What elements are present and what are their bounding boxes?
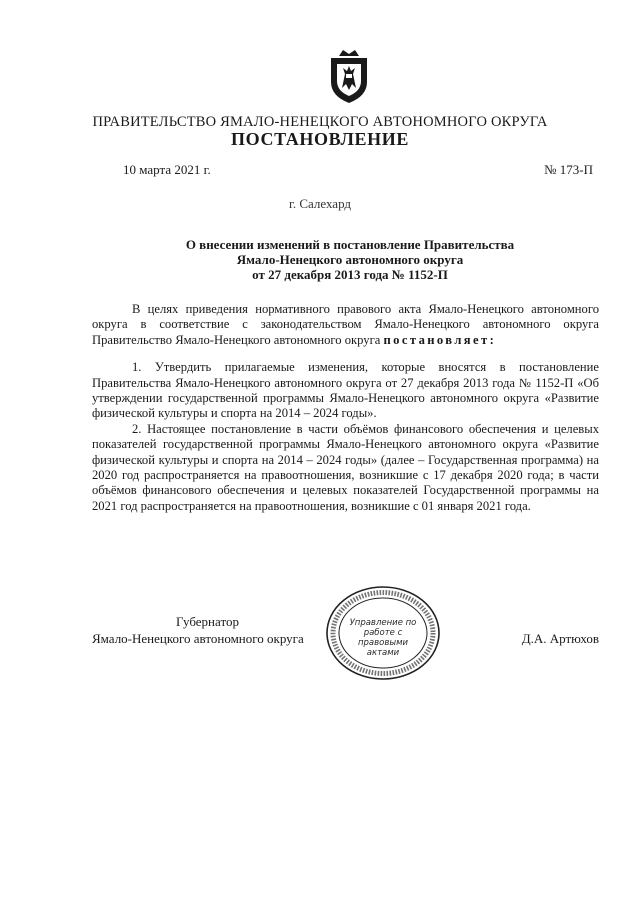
document-type: ПОСТАНОВЛЕНИЕ (231, 129, 409, 149)
document-date: 10 марта 2021 г. (123, 162, 211, 177)
item-1: 1. Утвердить прилагаемые изменения, которые вносятся в постановление Правительства Ямало-Ненецкого автономного округа от 27 декабря 2013 года № 1152-П «Об утверждении государственной программы Ямало-Ненецкого автономного округа «Развитие физической культуры и спорта на 2014 – 2024 годы». (92, 360, 599, 421)
preamble-text: В целях приведения нормативного правового акта Ямало-Ненецкого автономного округа в соответствие с законодательством Ямало-Ненецкого автономного округа Правительство Ямало-Ненецкого автономного округа (92, 302, 599, 347)
coat-of-arms-icon (327, 48, 371, 104)
document-title (100, 237, 600, 282)
document-body (92, 302, 599, 514)
signer-name: Д.А. Артюхов (521, 631, 599, 646)
signer-region: Ямало-Ненецкого автономного округа (92, 631, 304, 646)
signer-title: Губернатор (176, 614, 239, 629)
decree-word: постановляет: (383, 332, 497, 347)
title-line-1: О внесении изменений в постановление Правительства (185, 237, 515, 252)
title-line-3: от 27 декабря 2013 года № 1152-П (252, 267, 448, 282)
preamble-paragraph (92, 302, 599, 348)
item-2: 2. Настоящее постановление в части объёмов финансового обеспечения и целевых показателей государственной программы Ямало-Ненецкого автономного округа «Развитие физической культуры и спорта на 2014 – 2024 годы» (далее – Государственная программа) на 2020 год распространяется на правоотношения, возникшие с 17 декабря 2020 года; в части объёмов финансового обеспечения и целевых показателей Государственной программы на 2021 год распространяется на правоотношения, возникшие с 01 января 2021 года. (92, 421, 599, 513)
title-line-2: Ямало-Ненецкого автономного округа (236, 252, 464, 267)
organization-name: ПРАВИТЕЛЬСТВО ЯМАЛО-НЕНЕЦКОГО АВТОНОМНОГО ОКРУГА (92, 114, 548, 130)
stamp-label: Управление по работе с правовыми актами (349, 618, 417, 658)
document-number: № 173-П (544, 162, 593, 177)
city: г. Салехард (288, 196, 352, 211)
